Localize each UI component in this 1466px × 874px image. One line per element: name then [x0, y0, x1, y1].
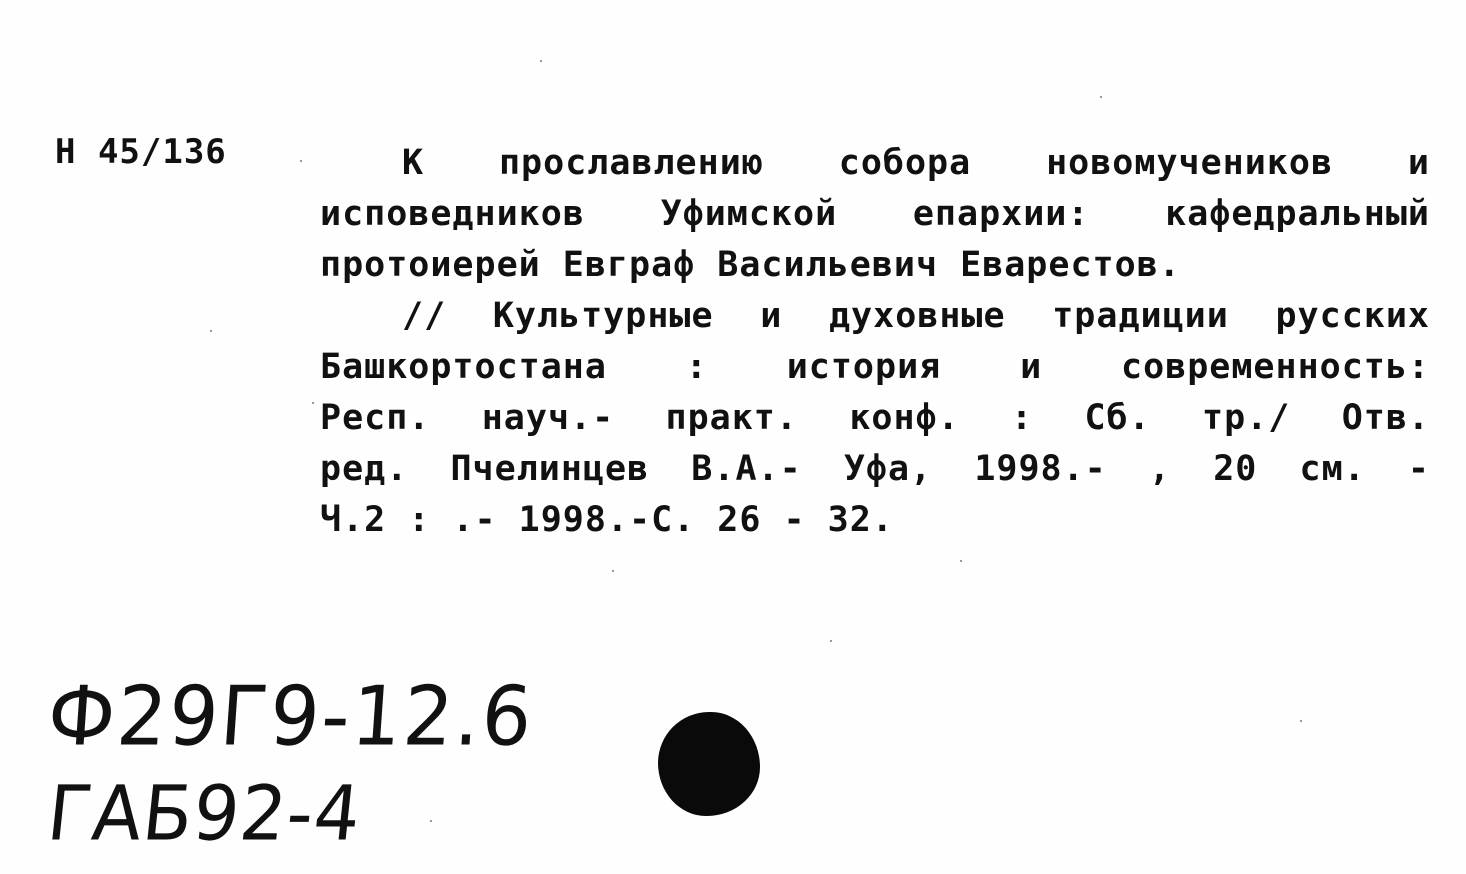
entry-line: ред. Пчелинцев В.А.- Уфа, 1998.- , 20 см. -	[320, 449, 1430, 489]
ink-blot	[658, 712, 760, 816]
scan-speck	[430, 820, 432, 822]
handwritten-call-number: Ф29Г9-12.6	[44, 669, 537, 765]
entry-line: Башкортостана : история и современность:	[320, 347, 1430, 387]
entry-line: протоиерей Евграф Васильевич Еварестов.	[320, 245, 1181, 285]
entry-line: // Культурные и духовные традиции русских	[402, 296, 1430, 336]
bibliographic-entry	[320, 138, 1430, 546]
shelfmark: Н 45/136	[55, 132, 227, 172]
scan-speck	[300, 160, 302, 162]
entry-line: Ч.2 : .- 1998.-С. 26 - 32.	[320, 500, 894, 540]
entry-line: К прославлению собора новомучеников и	[402, 143, 1430, 183]
entry-line: исповедников Уфимской епархии: кафедральный	[320, 194, 1430, 234]
scan-speck	[830, 640, 832, 642]
scan-speck	[612, 570, 614, 572]
scan-speck	[960, 560, 962, 562]
scan-speck	[1100, 96, 1102, 98]
handwritten-archive-code: ГАБ92-4	[43, 768, 366, 858]
scan-speck	[312, 402, 314, 404]
scan-speck	[540, 60, 542, 62]
entry-line: Респ. науч.- практ. конф. : Сб. тр./ Отв.	[320, 398, 1430, 438]
scan-speck	[210, 330, 212, 332]
scan-speck	[1300, 720, 1302, 722]
